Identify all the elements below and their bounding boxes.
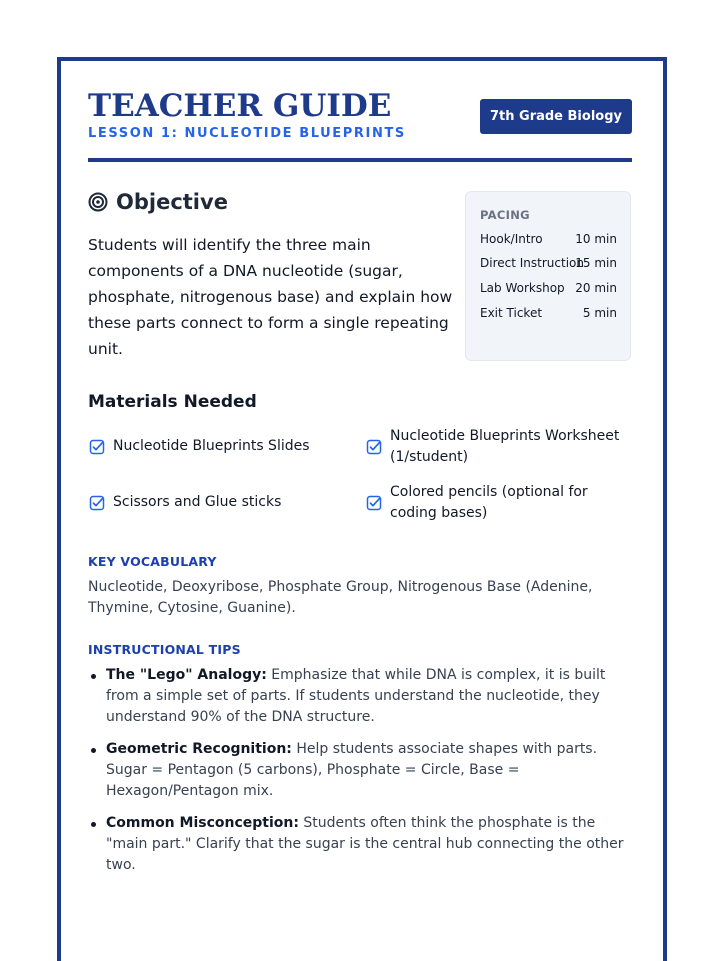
checkbox-icon	[366, 495, 382, 511]
tip-title: The "Lego" Analogy:	[106, 667, 267, 683]
lesson-subtitle: LESSON 1: NUCLEOTIDE BLUEPRINTS	[88, 126, 406, 141]
pacing-label: PACING	[480, 208, 530, 222]
checkbox-icon	[89, 495, 105, 511]
pacing-activity: Lab Workshop	[480, 281, 565, 295]
pacing-card	[465, 191, 631, 361]
tip-title: Common Misconception:	[106, 815, 299, 831]
tip-item	[88, 665, 628, 728]
pacing-row	[480, 306, 617, 320]
vocabulary-text: Nucleotide, Deoxyribose, Phosphate Group, Nitrogenous Base (Adenine, Thymine, Cytosine, Guanine).	[88, 579, 593, 616]
pacing-time: 10 min	[575, 232, 617, 246]
material-item	[366, 426, 628, 468]
material-item	[366, 482, 636, 524]
pacing-row	[480, 256, 617, 270]
pacing-row	[480, 232, 617, 246]
material-label: Nucleotide Blueprints Slides	[113, 438, 310, 454]
tips-heading: INSTRUCTIONAL TIPS	[88, 642, 241, 657]
checkbox-icon	[366, 439, 382, 455]
objective-heading	[88, 190, 228, 214]
tip-text: Help students associate shapes with parts. Sugar = Pentagon (5 carbons), Phosphate = Circle, Base = Hexagon/Pentagon mix.	[106, 741, 598, 799]
objective-text: Students will identify the three main components of a DNA nucleotide (sugar, phosphate, nitrogenous base) and explain how these parts connect to form a single repeating unit.	[88, 236, 453, 358]
materials-heading: Materials Needed	[88, 392, 257, 412]
material-item	[89, 436, 339, 457]
pacing-activity: Exit Ticket	[480, 306, 543, 320]
tip-title: Geometric Recognition:	[106, 741, 292, 757]
material-item	[89, 492, 339, 513]
tips-list	[88, 665, 628, 887]
objective-title: Objective	[116, 190, 228, 214]
material-label: Scissors and Glue sticks	[113, 494, 282, 510]
material-label: Nucleotide Blueprints Worksheet (1/student)	[390, 428, 620, 465]
tip-text: Students often think the phosphate is the "main part." Clarify that the sugar is the central hub connecting the other two.	[106, 815, 624, 873]
tip-text: Emphasize that while DNA is complex, it is built from a simple set of parts. If students understand the nucleotide, they understand 90% of the DNA structure.	[106, 667, 606, 725]
tip-item	[88, 739, 628, 802]
material-label: Colored pencils (optional for coding bases)	[390, 484, 588, 521]
pacing-time: 5 min	[582, 306, 617, 320]
header-divider	[88, 158, 632, 162]
pacing-row	[480, 281, 617, 295]
target-icon	[88, 192, 108, 212]
checkbox-icon	[89, 439, 105, 455]
vocabulary-heading: KEY VOCABULARY	[88, 554, 217, 569]
page-title: TEACHER GUIDE	[88, 88, 392, 124]
pacing-time: 15 min	[575, 256, 617, 270]
pacing-activity: Direct Instruction	[480, 256, 584, 270]
pacing-time: 20 min	[575, 281, 617, 295]
pacing-activity: Hook/Intro	[480, 232, 543, 246]
grade-badge: 7th Grade Biology	[480, 99, 632, 134]
tip-item	[88, 813, 628, 876]
